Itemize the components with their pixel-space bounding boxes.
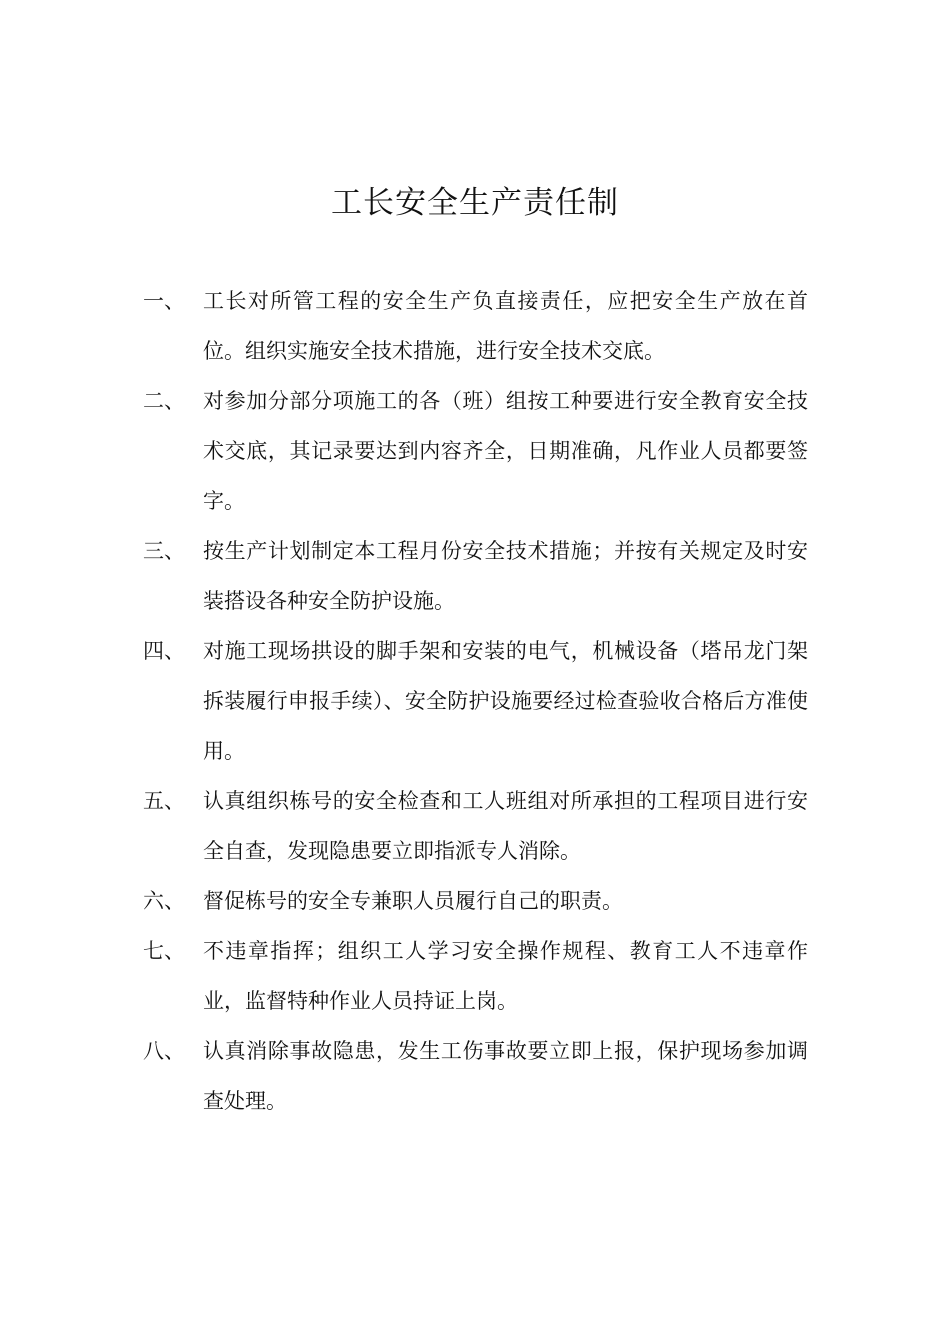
clause-5 — [143, 776, 808, 876]
clause-marker: 八、 — [143, 1039, 185, 1063]
clause-text: 不违章指挥；组织工人学习安全操作规程、教育工人不违章作业，监督特种作业人员持证上岗。 — [203, 939, 808, 1013]
clause-marker: 三、 — [143, 539, 185, 563]
clause-text: 对施工现场拱设的脚手架和安装的电气，机械设备（塔吊龙门架拆装履行申报手续）、安全防护设施要经过检查验收合格后方准使用。 — [203, 639, 808, 763]
clause-marker: 五、 — [143, 789, 185, 813]
clause-4 — [143, 626, 808, 776]
clause-text: 认真组织栋号的安全检查和工人班组对所承担的工程项目进行安全自查，发现隐患要立即指派专人消除。 — [203, 789, 808, 863]
clause-text: 按生产计划制定本工程月份安全技术措施；并按有关规定及时安装搭设各种安全防护设施。 — [203, 539, 808, 613]
clause-text: 对参加分部分项施工的各（班）组按工种要进行安全教育安全技术交底，其记录要达到内容齐全，日期准确，凡作业人员都要签字。 — [203, 389, 808, 513]
clause-text: 工长对所管工程的安全生产负直接责任，应把安全生产放在首位。组织实施安全技术措施，进行安全技术交底。 — [203, 289, 808, 363]
page-title: 工长安全生产责任制 — [331, 185, 619, 221]
clause-text: 认真消除事故隐患，发生工伤事故要立即上报，保护现场参加调查处理。 — [203, 1039, 808, 1113]
clause-6 — [143, 876, 808, 926]
clause-7 — [143, 926, 808, 1026]
clause-marker: 一、 — [143, 289, 185, 313]
clause-text: 督促栋号的安全专兼职人员履行自己的职责。 — [203, 889, 623, 913]
clause-1 — [143, 276, 808, 376]
clause-marker: 四、 — [143, 639, 185, 663]
clause-marker: 六、 — [143, 889, 185, 913]
clause-marker: 七、 — [143, 939, 185, 963]
clause-2 — [143, 376, 808, 526]
clause-3 — [143, 526, 808, 626]
clause-8 — [143, 1026, 808, 1126]
clause-list — [143, 276, 808, 1126]
clause-marker: 二、 — [143, 389, 185, 413]
